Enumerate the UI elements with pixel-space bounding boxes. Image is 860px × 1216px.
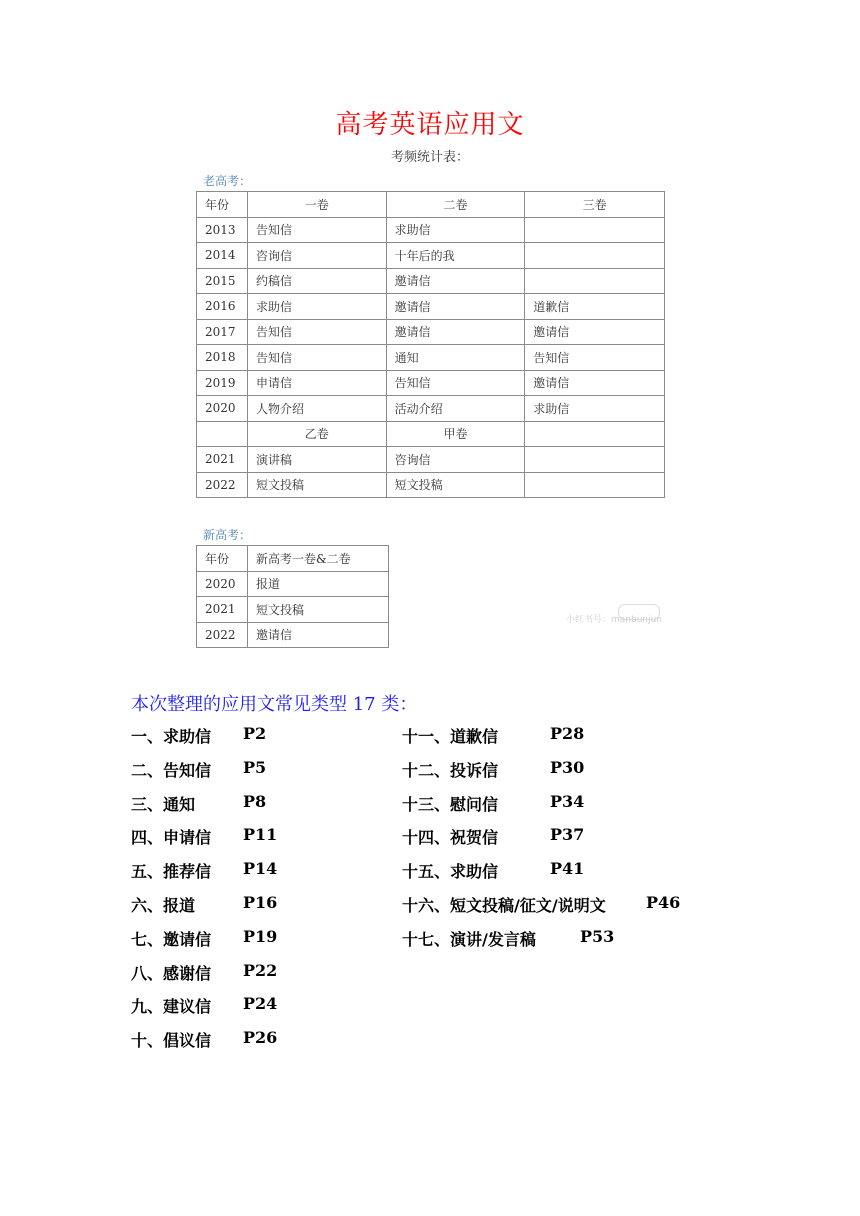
table-cell: 求助信	[386, 217, 525, 243]
new-exam-table	[196, 545, 389, 648]
table-cell: 邀请信	[247, 622, 388, 648]
category-item	[402, 893, 681, 916]
category-label: 十七、演讲/发言稿	[402, 929, 536, 949]
table-cell: 邀请信	[386, 319, 525, 345]
table-cell: 年份	[197, 192, 248, 218]
category-label: 十一、道歉信	[402, 727, 499, 746]
table-row	[197, 319, 665, 345]
category-page: P28	[550, 724, 585, 743]
table-row	[197, 622, 389, 648]
category-page: P14	[243, 859, 278, 879]
category-item	[131, 1028, 278, 1051]
table-header-row	[197, 192, 665, 218]
category-page: P26	[243, 1028, 278, 1048]
table-cell: 咨询信	[386, 447, 525, 473]
category-label: 六、报道	[131, 896, 196, 915]
table-cell: 短文投稿	[247, 472, 386, 498]
table-cell: 通知	[386, 345, 525, 371]
category-label: 三、通知	[131, 794, 196, 814]
category-label: 十四、祝贺信	[402, 828, 499, 848]
table-row	[197, 243, 665, 269]
table-cell: 求助信	[247, 294, 386, 320]
category-page: P37	[550, 825, 585, 845]
category-label: 十、倡议信	[131, 1031, 212, 1051]
table-row	[197, 571, 389, 597]
table-cell: 2017	[197, 319, 248, 345]
table-row	[197, 597, 389, 623]
category-item	[131, 859, 278, 882]
document-title: 高考英语应用文	[335, 110, 525, 140]
table-cell: 新高考一卷&二卷	[247, 546, 388, 572]
table-cell: 道歉信	[525, 294, 665, 320]
table-cell: 告知信	[525, 345, 665, 371]
table-row	[197, 472, 665, 498]
table-cell: 短文投稿	[386, 472, 525, 498]
category-item	[131, 926, 278, 950]
table-row	[197, 396, 665, 422]
table-cell: 咨询信	[247, 243, 386, 269]
table-cell: 2020	[197, 571, 248, 597]
table-cell	[525, 243, 665, 269]
category-item	[131, 960, 278, 984]
table-cell	[525, 447, 665, 473]
table-cell: 2022	[197, 472, 248, 498]
category-page: P24	[243, 994, 278, 1014]
table-subtitle: 考频统计表：	[390, 150, 469, 165]
table-cell: 年份	[197, 546, 248, 572]
category-item	[402, 757, 585, 781]
table-subheader-row	[197, 421, 665, 447]
category-label: 十二、投诉信	[402, 760, 499, 780]
category-label: 一、求助信	[131, 727, 212, 746]
table-row	[197, 217, 665, 243]
category-page: P5	[243, 757, 267, 777]
table-cell: 活动介绍	[386, 396, 525, 422]
table-row	[197, 268, 665, 294]
table-cell	[525, 472, 665, 498]
watermark-text: 小红书号：manbunjun	[566, 615, 663, 625]
category-page: P11	[243, 825, 278, 845]
category-item	[402, 859, 585, 882]
category-page: P8	[243, 791, 267, 811]
table-cell: 人物介绍	[247, 396, 386, 422]
category-item	[131, 825, 278, 848]
table-row	[197, 345, 665, 371]
table-cell: 2022	[197, 622, 248, 648]
table-cell: 求助信	[525, 396, 665, 422]
table-row	[197, 370, 665, 396]
table-cell: 演讲稿	[247, 447, 386, 473]
table-cell	[525, 421, 665, 447]
category-item	[402, 724, 585, 747]
table-cell: 2016	[197, 294, 248, 320]
category-page: P53	[580, 926, 615, 946]
table-cell: 2015	[197, 268, 248, 294]
category-item	[131, 757, 267, 781]
category-item	[402, 791, 585, 815]
category-label: 四、申请信	[131, 828, 212, 848]
table-cell: 2019	[197, 370, 248, 396]
category-label: 十五、求助信	[402, 862, 499, 882]
category-label: 十三、慰问信	[402, 794, 499, 814]
table-cell: 一卷	[247, 192, 386, 218]
category-item	[402, 825, 585, 848]
category-item	[131, 994, 278, 1017]
table-cell: 2013	[197, 217, 248, 243]
table-row	[197, 294, 665, 320]
table-cell: 二卷	[386, 192, 525, 218]
category-item	[402, 926, 615, 950]
table-cell: 三卷	[525, 192, 665, 218]
category-item	[131, 724, 267, 747]
table-cell: 告知信	[247, 217, 386, 243]
table-row	[197, 447, 665, 473]
category-label: 九、建议信	[131, 997, 212, 1017]
table-cell: 乙卷	[247, 421, 386, 447]
table-cell: 甲卷	[386, 421, 525, 447]
category-label: 五、推荐信	[131, 862, 212, 882]
old-exam-table	[196, 191, 665, 498]
table-cell	[525, 217, 665, 243]
old-exam-caption: 老高考：	[203, 174, 252, 188]
table-cell: 报道	[247, 571, 388, 597]
table-cell: 约稿信	[247, 268, 386, 294]
table-cell: 邀请信	[525, 370, 665, 396]
category-page: P30	[550, 757, 585, 777]
table-cell: 2021	[197, 597, 248, 623]
category-page: P19	[243, 926, 278, 946]
table-cell: 邀请信	[525, 319, 665, 345]
category-page: P22	[243, 960, 278, 980]
category-label: 八、感谢信	[131, 963, 212, 983]
category-page: P41	[550, 859, 585, 879]
table-header-row	[197, 546, 389, 572]
category-item	[131, 791, 267, 815]
table-cell: 2018	[197, 345, 248, 371]
category-item	[131, 893, 278, 916]
table-cell: 2021	[197, 447, 248, 473]
table-cell: 邀请信	[386, 294, 525, 320]
category-label: 二、告知信	[131, 760, 212, 780]
table-cell	[197, 421, 248, 447]
table-cell: 2014	[197, 243, 248, 269]
table-cell: 邀请信	[386, 268, 525, 294]
table-cell: 告知信	[386, 370, 525, 396]
category-page: P2	[243, 724, 267, 743]
category-page: P46	[646, 893, 681, 912]
category-page: P16	[243, 893, 278, 912]
category-page: P34	[550, 791, 585, 811]
new-exam-caption: 新高考：	[203, 528, 252, 542]
table-cell: 2020	[197, 396, 248, 422]
table-cell: 告知信	[247, 319, 386, 345]
table-cell: 短文投稿	[247, 597, 388, 623]
category-label: 七、邀请信	[131, 929, 212, 949]
table-cell: 十年后的我	[386, 243, 525, 269]
category-label: 十六、短文投稿/征文/说明文	[402, 896, 606, 915]
table-cell: 申请信	[247, 370, 386, 396]
table-cell: 告知信	[247, 345, 386, 371]
table-cell	[525, 268, 665, 294]
categories-heading: 本次整理的应用文常见类型 17 类：	[131, 694, 418, 715]
